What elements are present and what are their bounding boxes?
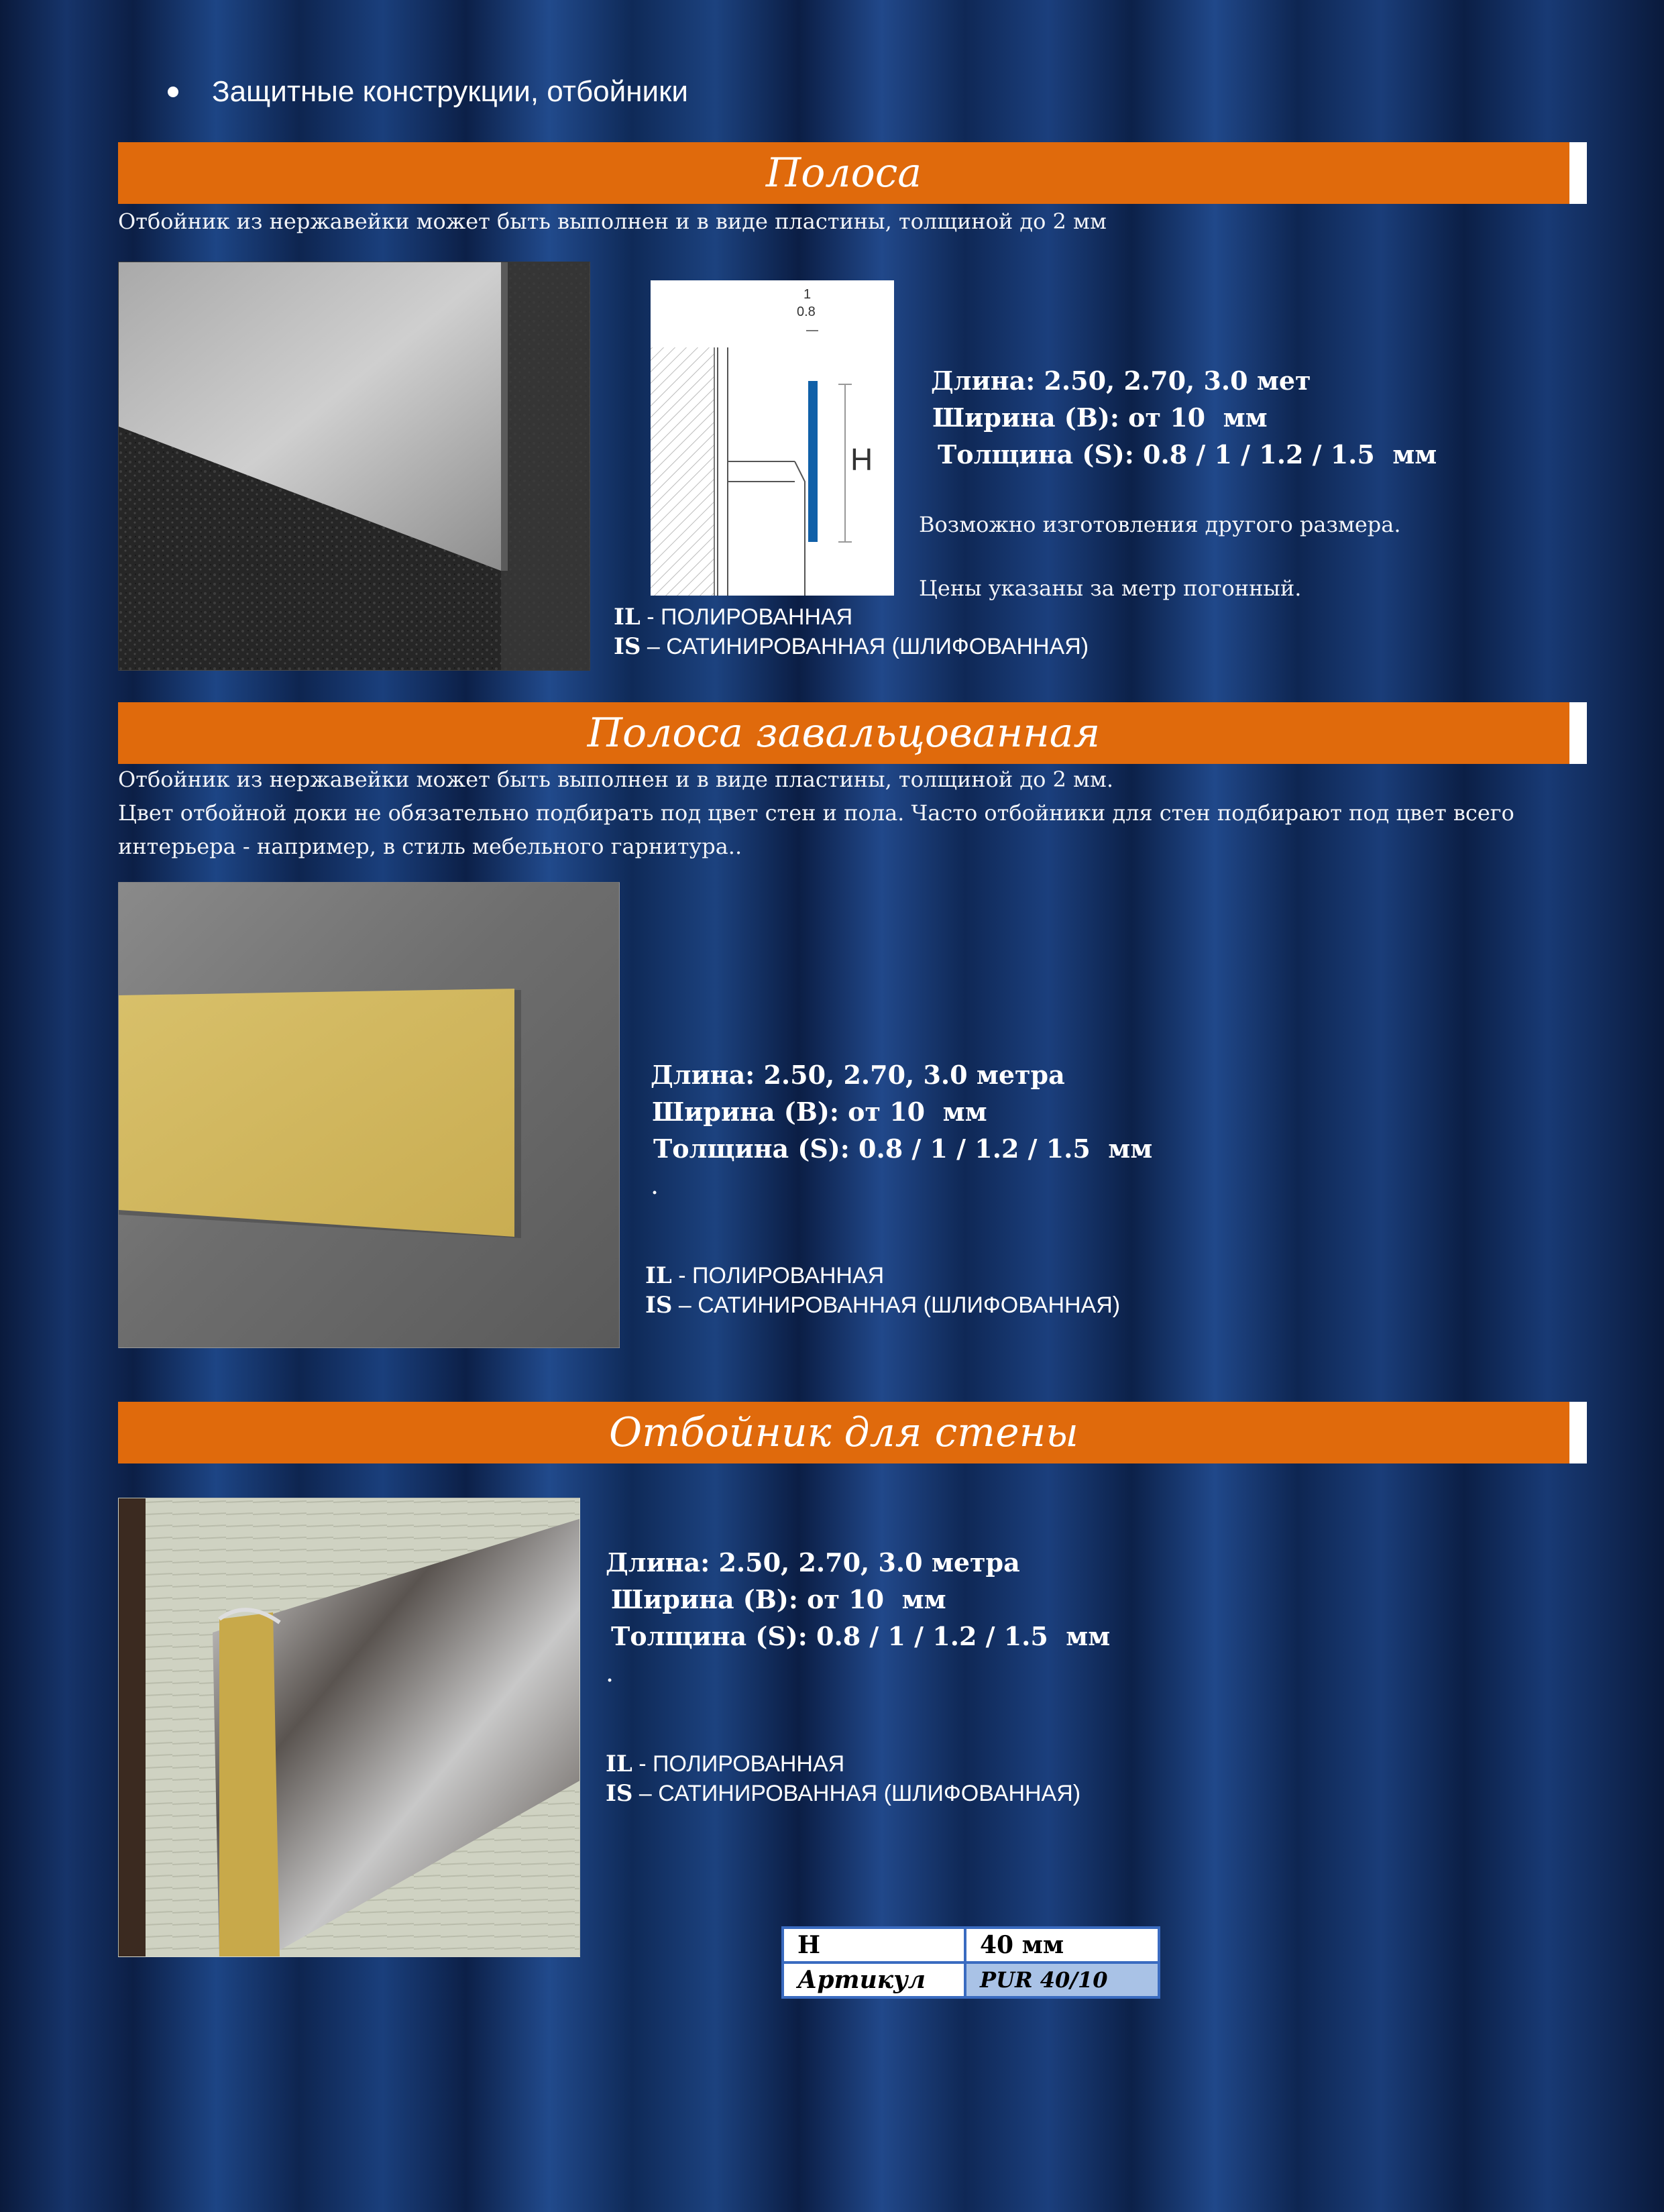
section2-specs [651,1056,1152,1204]
spec-thickness: Толщина (S): 0.8 / 1 / 1.2 / 1.5 мм [653,1133,1153,1164]
bullet-heading [168,75,688,109]
finish-il [645,1261,1120,1290]
section3-finishes [606,1749,1080,1808]
section1-finishes [614,602,1089,661]
spec-length: Длина: 2.50, 2.70, 3.0 метра [606,1547,1020,1578]
section3-title: Отбойник для стены [609,1409,1078,1456]
section2-banner [118,702,1587,764]
finish-il [606,1749,1080,1779]
section3-banner [118,1402,1587,1463]
section2-title: Полоса завальцованная [587,710,1101,757]
note-price: Цены указаны за метр погонный. [919,575,1302,601]
profile-drawing [651,280,894,596]
spec-thickness: Толщина (S): 0.8 / 1 / 1.2 / 1.5 мм [938,439,1437,469]
section2-description-line3: интерьера - например, в стиль мебельного гарнитура.. [118,834,742,859]
finish-il-code: IL [614,604,641,630]
table-row [783,1928,1159,1962]
section1-title: Полоса [765,150,922,197]
article-label: Артикул [783,1962,965,1997]
finish-is-label: – САТИНИРОВАННАЯ (ШЛИФОВАННАЯ) [632,1781,1081,1806]
dim-h: H [850,442,873,477]
finish-is-label: – САТИНИРОВАННАЯ (ШЛИФОВАННАЯ) [672,1292,1121,1318]
dim-sub: 0.8 [797,305,816,319]
finish-il-code: IL [645,1262,672,1289]
spec-width: Ширина (В): от 10 мм [652,1097,987,1127]
spec-width: Ширина (В): от 10 мм [611,1584,946,1614]
dim-top: 1 [803,287,812,302]
spec-dot: . [651,1170,659,1200]
table-row [783,1962,1159,1997]
section1-banner [118,142,1587,204]
gold-strip-image [119,883,620,1348]
finish-is [645,1290,1120,1320]
finish-il [614,602,1089,632]
article-table [781,1926,1160,1999]
steel-strip-image [119,262,590,671]
finish-il-code: IL [606,1751,632,1777]
finish-il-label: - ПОЛИРОВАННАЯ [640,604,853,630]
spec-length: Длина: 2.50, 2.70, 3.0 метра [651,1060,1065,1090]
finish-is-code: IS [645,1292,673,1319]
h-value: 40 мм [965,1928,1159,1962]
finish-is [614,632,1089,661]
finish-is [606,1779,1080,1808]
section1-photo [118,262,590,671]
spec-thickness: Толщина (S): 0.8 / 1 / 1.2 / 1.5 мм [611,1621,1111,1651]
section3-photo [118,1498,580,1957]
section2-finishes [645,1261,1120,1320]
section3-specs [606,1544,1110,1692]
finish-is-code: IS [606,1780,633,1807]
h-label: H [783,1928,965,1962]
section2-description-line2: Цвет отбойной доки не обязательно подбирать под цвет стен и пола. Часто отбойники для стен подбирают под цвет всего [118,800,1514,826]
finish-il-label: - ПОЛИРОВАННАЯ [632,1751,845,1777]
section2-description-line1: Отбойник из нержавейки может быть выполнен и в виде пластины, толщиной до 2 мм. [118,767,1113,792]
finish-is-code: IS [614,633,641,660]
bullet-icon [168,87,178,97]
section1-description: Отбойник из нержавейки может быть выполнен и в виде пластины, толщиной до 2 мм [118,209,1107,234]
wall-bumper-image [119,1498,580,1957]
note-custom-size: Возможно изготовления другого размера. [919,512,1401,537]
spec-width: Ширина (В): от 10 мм [932,402,1268,433]
spec-dot: . [606,1658,614,1688]
finish-is-label: – САТИНИРОВАННАЯ (ШЛИФОВАННАЯ) [641,634,1089,659]
profile-diagram [651,280,894,596]
bullet-heading-text: Защитные конструкции, отбойники [212,75,688,108]
finish-il-label: - ПОЛИРОВАННАЯ [671,1263,885,1288]
article-value: PUR 40/10 [965,1962,1159,1997]
section2-photo [118,882,620,1348]
spec-length: Длина: 2.50, 2.70, 3.0 мет [931,366,1311,396]
section2-description [118,763,1514,863]
section1-specs [931,362,1437,473]
